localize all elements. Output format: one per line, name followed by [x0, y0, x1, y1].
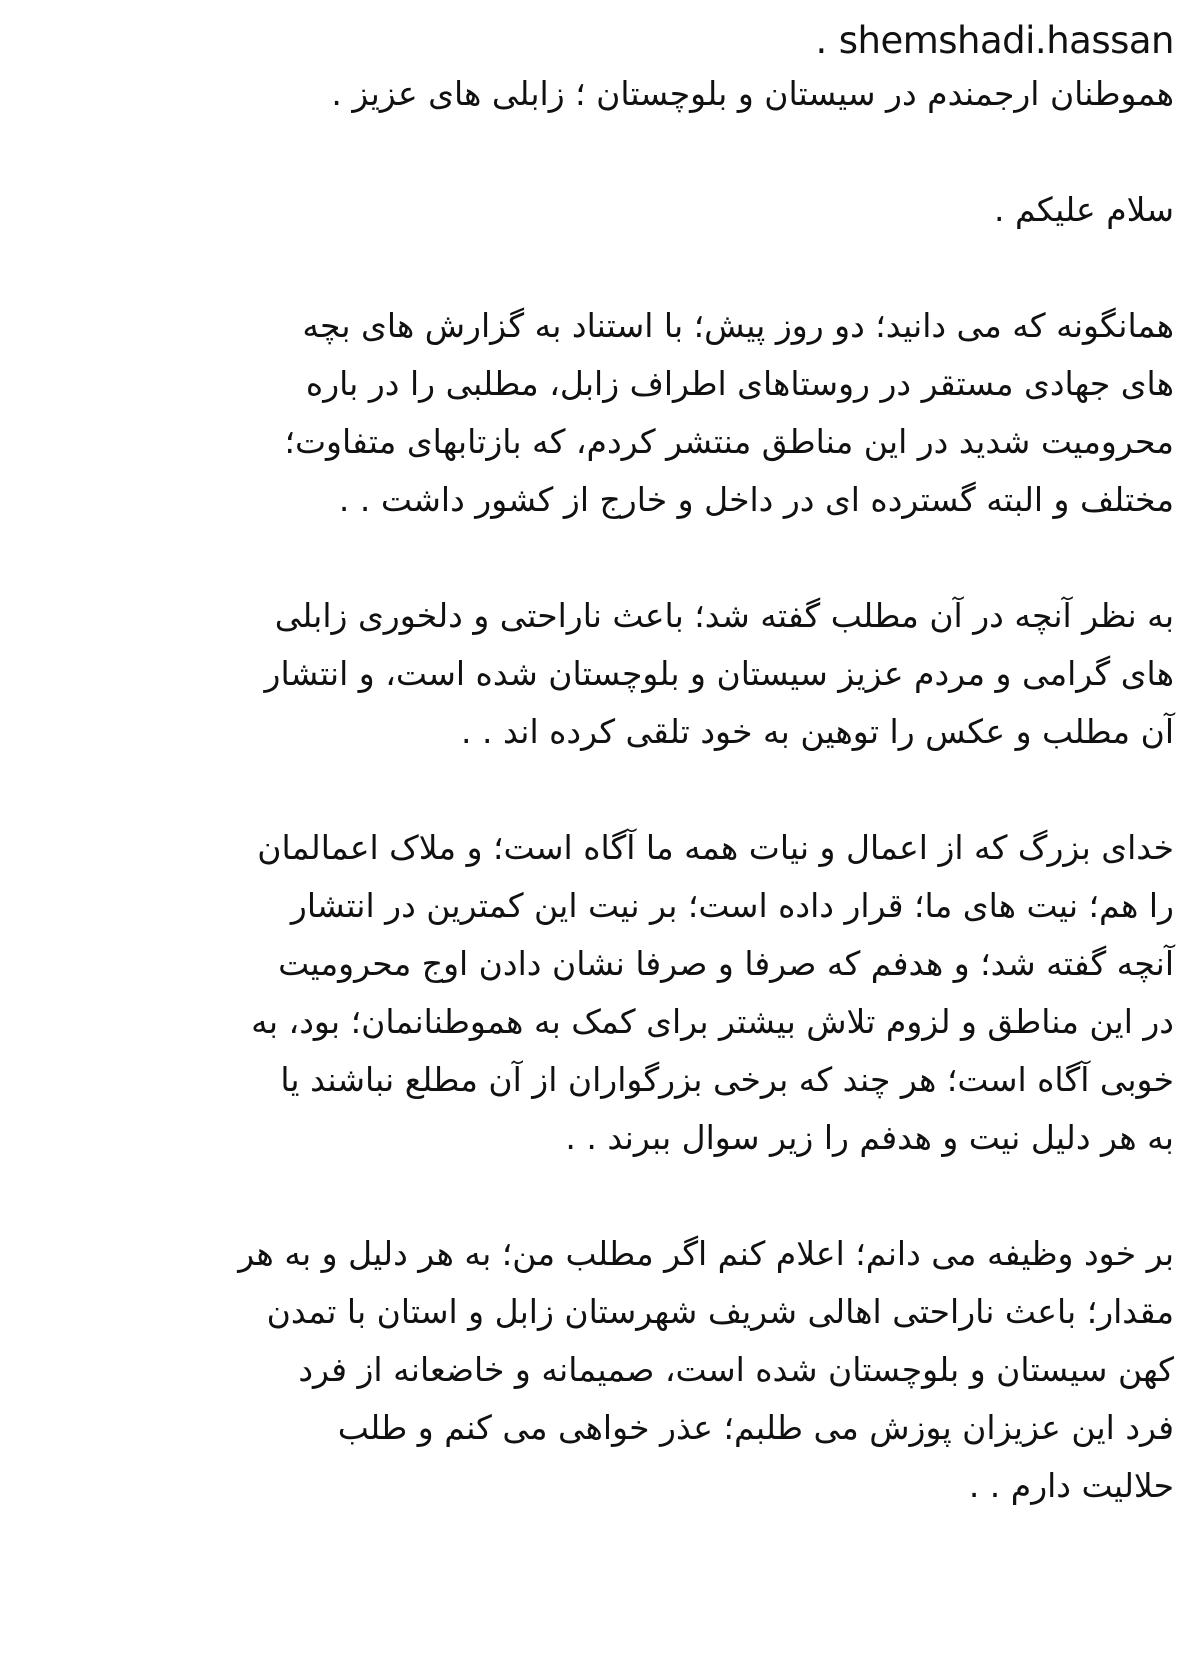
paragraph-spacer: [40, 761, 1174, 819]
paragraph-1: [40, 297, 1174, 529]
paragraph-line: محرومیت شدید در این مناطق منتشر کردم، که بازتابهای متفاوت؛: [284, 422, 1174, 461]
paragraph-line: کهن سیستان و بلوچستان شده است، صمیمانه و خاضعانه از فرد: [298, 1350, 1174, 1389]
greeting-line: سلام علیکم .: [993, 190, 1174, 229]
paragraph-2: [40, 587, 1174, 761]
author-username: shemshadi.hassan: [838, 19, 1174, 62]
paragraph-line: همانگونه که می دانید؛ دو روز پیش؛ با استناد به گزارش های بچه: [302, 306, 1174, 345]
paragraph-line: حلالیت دارم . .: [968, 1466, 1174, 1505]
paragraph-spacer: [40, 529, 1174, 587]
paragraph-line: در این مناطق و لزوم تلاش بیشتر برای کمک به هموطنانمان؛ بود، به: [251, 1002, 1174, 1041]
post-body: [40, 65, 1174, 1515]
paragraph-line: خدای بزرگ که از اعمال و نیات همه ما آگاه است؛ و ملاک اعمالمان: [257, 828, 1174, 867]
paragraph-spacer: [40, 239, 1174, 297]
paragraph-line: مقدار؛ باعث ناراحتی اهالی شریف شهرستان زابل و استان با تمدن: [266, 1292, 1174, 1331]
paragraph-line: های جهادی مستقر در روستاهای اطراف زابل، مطلبی را در باره: [305, 364, 1174, 403]
paragraph-spacer: [40, 123, 1174, 181]
author-handle-suffix: .: [815, 19, 827, 62]
paragraph-line: مختلف و البته گسترده ای در داخل و خارج از کشور داشت . .: [338, 480, 1174, 519]
paragraph-line: های گرامی و مردم عزیز سیستان و بلوچستان شده است، و انتشار: [264, 654, 1174, 693]
paragraph-spacer: [40, 1167, 1174, 1225]
paragraph-line: به هر دلیل نیت و هدفم را زیر سوال ببرند . .: [565, 1118, 1174, 1157]
paragraph-line: بر خود وظیفه می دانم؛ اعلام کنم اگر مطلب من؛ به هر دلیل و به هر: [238, 1234, 1174, 1273]
paragraph-line: فرد این عزیزان پوزش می طلبم؛ عذر خواهی می کنم و طلب: [337, 1408, 1174, 1447]
paragraph-line: را هم؛ نیت های ما؛ قرار داده است؛ بر نیت این کمترین در انتشار: [290, 886, 1174, 925]
paragraph-line: خوبی آگاه است؛ هر چند که برخی بزرگواران از آن مطلع نباشند یا: [280, 1060, 1174, 1099]
address-line: هموطنان ارجمندم در سیستان و بلوچستان ؛ زابلی های عزیز .: [331, 74, 1174, 113]
post-author-handle: [40, 17, 1174, 65]
paragraph-4: [40, 1225, 1174, 1515]
paragraph-line: آنچه گفته شد؛ و هدفم که صرفا و صرفا نشان دادن اوج محرومیت: [278, 944, 1174, 983]
post-document: [40, 0, 1174, 1515]
paragraph-3: [40, 819, 1174, 1167]
paragraph-line: آن مطلب و عکس را توهین به خود تلقی کرده اند . .: [461, 712, 1174, 751]
paragraph-line: به نظر آنچه در آن مطلب گفته شد؛ باعث ناراحتی و دلخوری زابلی: [274, 596, 1174, 635]
